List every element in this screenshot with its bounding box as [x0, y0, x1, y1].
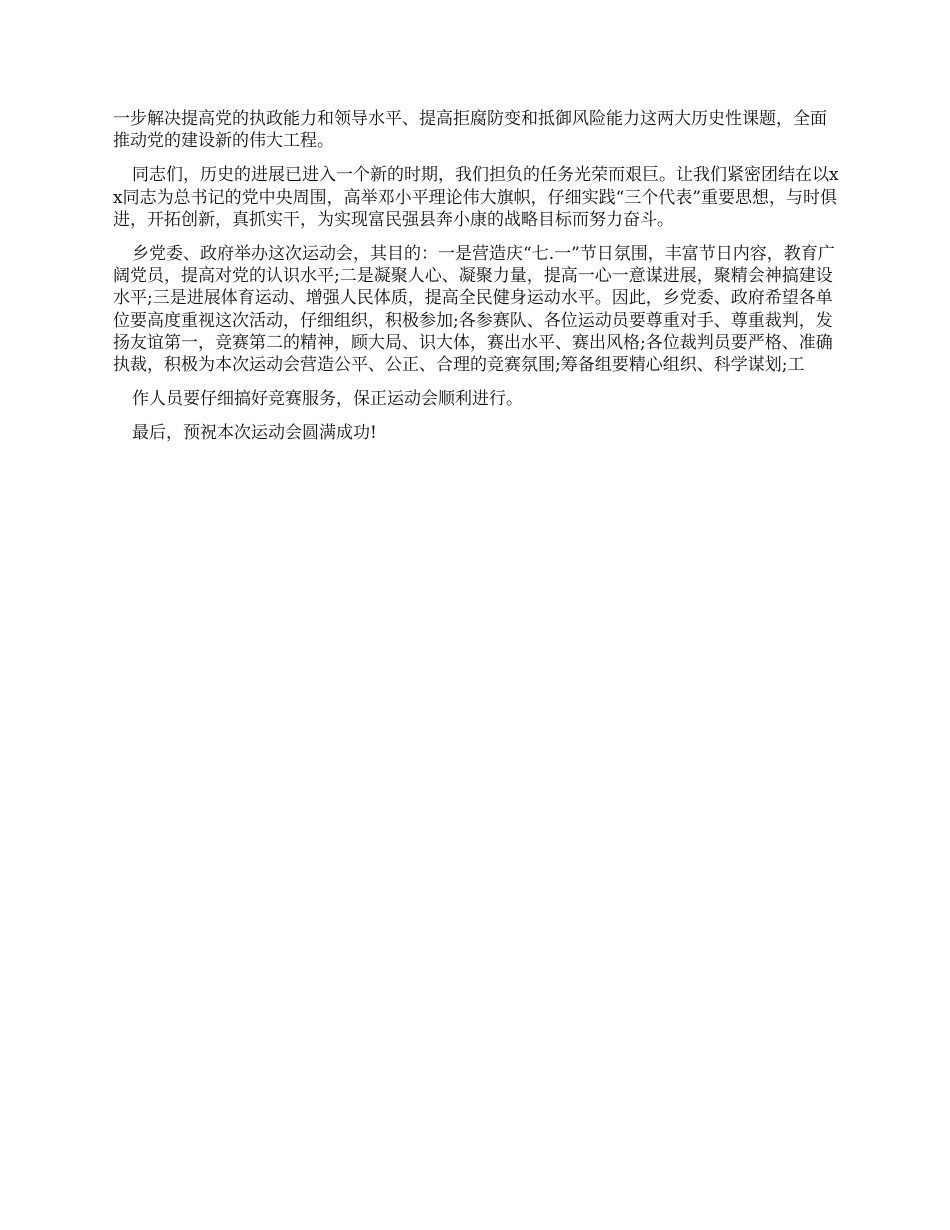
document-page — [113, 108, 843, 457]
paragraph-1: 一步解决提高党的执政能力和领导水平、提高拒腐防变和抵御风险能力这两大历史性课题，全面推动党的建设新的伟大工程。 — [113, 109, 827, 152]
paragraph-3: 乡党委、政府举办这次运动会，其目的：一是营造庆“七.一”节日氛围，丰富节日内容，教育广阔党员，提高对党的认识水平;二是凝聚人心、凝聚力量，提高一心一意谋进展，聚精会神搞建设水平;三是进展体育运动、增强人民体质，提高全民健身运动水平。因此，乡党委、政府希望各单位要高度重视这次活动，仔细组织，积极参加;各参赛队、各位运动员要尊重对手、尊重裁判，发扬友谊第一，竞赛第二的精神，顾大局、识大体，赛出水平、赛出风格;各位裁判员要严格、准确执裁，积极为本次运动会营造公平、公正、合理的竞赛氛围;筹备组要精心组织、科学谋划;工 — [113, 244, 835, 376]
paragraph-4: 作人员要仔细搞好竞赛服务，保正运动会顺利进行。 — [132, 389, 523, 410]
paragraph-5: 最后，预祝本次运动会圆满成功! — [132, 423, 377, 444]
paragraph-2: 同志们，历史的进展已进入一个新的时期，我们担负的任务光荣而艰巨。让我们紧密团结在以xx同志为总书记的党中央周围，高举邓小平理论伟大旗帜，仔细实践“三个代表”重要思想，与时俱进，开拓创新，真抓实干，为实现富民强县奔小康的战略目标而努力奋斗。 — [113, 165, 839, 230]
